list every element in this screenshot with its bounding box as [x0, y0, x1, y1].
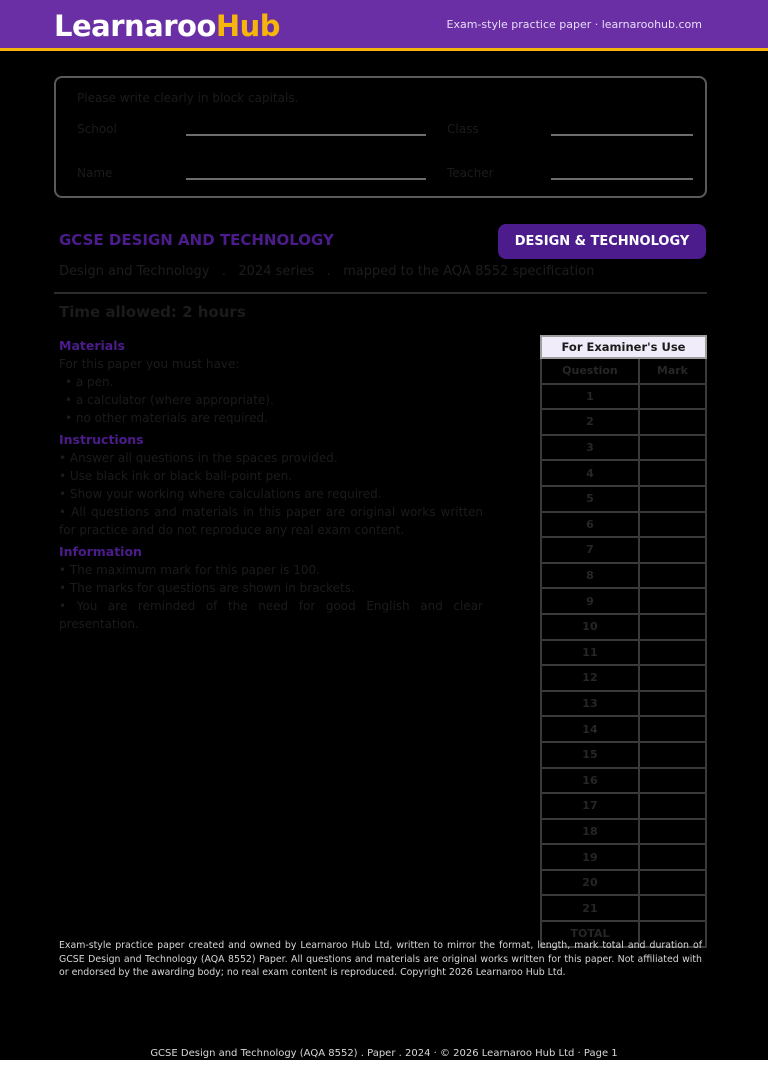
logo-text-hub: Hub	[215, 9, 281, 43]
mark-cell[interactable]	[639, 691, 706, 717]
legal-notice: Exam-style practice paper created and owned by Learnaroo Hub Ltd, written to mirror the format, length, mark total and duration of GCSE Design and Technology (AQA 8552) Paper. All questions and materials are original works written for this paper. Not affiliated with or endorsed by the awarding body; no real exam content is reproduced. Copyright 2026 Learnaroo Hub Ltd.	[59, 940, 702, 978]
mark-cell[interactable]	[639, 563, 706, 589]
question-number: 10	[541, 614, 639, 640]
question-number: 13	[541, 691, 639, 717]
block-capitals-note: Please write clearly in block capitals.	[77, 91, 299, 105]
teacher-field[interactable]	[551, 178, 693, 180]
question-number: 1	[541, 384, 639, 410]
table-row	[541, 563, 706, 589]
question-number: 11	[541, 640, 639, 666]
mark-column-header: Mark	[639, 358, 706, 384]
table-row	[541, 665, 706, 691]
mark-cell[interactable]	[639, 486, 706, 512]
mark-cell[interactable]	[639, 384, 706, 410]
table-row	[541, 870, 706, 896]
total-label: TOTAL	[541, 921, 639, 947]
question-number: 6	[541, 512, 639, 538]
table-row	[541, 895, 706, 921]
question-number: 17	[541, 793, 639, 819]
mark-cell[interactable]	[639, 537, 706, 563]
mark-cell[interactable]	[639, 768, 706, 794]
question-number: 20	[541, 870, 639, 896]
question-number: 8	[541, 563, 639, 589]
materials-heading: Materials	[59, 338, 125, 353]
mark-cell[interactable]	[639, 588, 706, 614]
footer-bar	[0, 1060, 768, 1086]
mark-cell[interactable]	[639, 665, 706, 691]
mark-cell[interactable]	[639, 460, 706, 486]
header-tagline: Exam-style practice paper · learnaroohub.com	[446, 18, 702, 31]
mark-cell[interactable]	[639, 435, 706, 461]
meta-series: 2024 series	[238, 264, 315, 279]
question-number: 18	[541, 819, 639, 845]
table-row	[541, 742, 706, 768]
question-number: 14	[541, 716, 639, 742]
teacher-label: Teacher	[447, 166, 494, 180]
logo-text-main: Learnaroo	[54, 9, 216, 43]
list-item: • All questions and materials in this paper are original works written for practice and do not reproduce any real exam content.	[59, 505, 483, 537]
mark-cell[interactable]	[639, 895, 706, 921]
class-label: Class	[447, 122, 479, 136]
mark-cell[interactable]	[639, 793, 706, 819]
list-item: • Use black ink or black ball-point pen.	[59, 469, 293, 483]
table-row	[541, 409, 706, 435]
class-field[interactable]	[551, 134, 693, 136]
paper-meta-row	[59, 264, 594, 279]
question-number: 2	[541, 409, 639, 435]
mark-cell[interactable]	[639, 512, 706, 538]
table-row	[541, 844, 706, 870]
table-row	[541, 716, 706, 742]
list-item: • no other materials are required.	[65, 411, 268, 425]
mark-cell[interactable]	[639, 409, 706, 435]
meta-separator: .	[221, 264, 226, 279]
question-number: 7	[541, 537, 639, 563]
mark-cell[interactable]	[639, 614, 706, 640]
table-row	[541, 435, 706, 461]
table-row	[541, 588, 706, 614]
section-divider	[54, 292, 707, 294]
list-item: • a pen.	[65, 375, 114, 389]
name-label: Name	[77, 166, 113, 180]
subject-pill-badge: DESIGN & TECHNOLOGY	[498, 224, 706, 259]
school-label: School	[77, 122, 117, 136]
question-number: 12	[541, 665, 639, 691]
question-number: 5	[541, 486, 639, 512]
table-row	[541, 640, 706, 666]
table-row	[541, 819, 706, 845]
question-column-header: Question	[541, 358, 639, 384]
page-footer: GCSE Design and Technology (AQA 8552) . Paper . 2024 · © 2026 Learnaroo Hub Ltd · Page 1	[150, 1048, 618, 1059]
table-row	[541, 614, 706, 640]
list-item: • a calculator (where appropriate).	[65, 393, 274, 407]
table-row	[541, 512, 706, 538]
learnaroo-hub-logo[interactable]	[54, 9, 280, 43]
table-row	[541, 768, 706, 794]
list-item: • Show your working where calculations are required.	[59, 487, 382, 501]
mark-cell[interactable]	[639, 819, 706, 845]
name-field[interactable]	[186, 178, 426, 180]
list-item: • The marks for questions are shown in brackets.	[59, 581, 355, 595]
meta-subject: Design and Technology	[59, 264, 210, 279]
table-row	[541, 384, 706, 410]
subject-title: GCSE DESIGN AND TECHNOLOGY	[59, 231, 334, 249]
table-row	[541, 537, 706, 563]
candidate-details-box	[54, 76, 707, 198]
examiners-use-title: For Examiner's Use	[541, 336, 706, 358]
question-number: 16	[541, 768, 639, 794]
mark-cell[interactable]	[639, 640, 706, 666]
table-row	[541, 691, 706, 717]
question-number: 4	[541, 460, 639, 486]
instructions-heading: Instructions	[59, 432, 144, 447]
list-item: • Answer all questions in the spaces provided.	[59, 451, 338, 465]
question-number: 3	[541, 435, 639, 461]
school-field[interactable]	[186, 134, 426, 136]
table-row	[541, 460, 706, 486]
table-row	[541, 486, 706, 512]
materials-intro: For this paper you must have:	[59, 357, 240, 371]
mark-cell[interactable]	[639, 716, 706, 742]
time-allowed: Time allowed: 2 hours	[59, 303, 246, 321]
site-header	[0, 0, 768, 51]
question-number: 15	[541, 742, 639, 768]
mark-cell[interactable]	[639, 742, 706, 768]
list-item: • The maximum mark for this paper is 100.	[59, 563, 320, 577]
mark-cell[interactable]	[639, 870, 706, 896]
table-row	[541, 793, 706, 819]
information-heading: Information	[59, 544, 142, 559]
question-number: 21	[541, 895, 639, 921]
paper-instructions-column	[59, 337, 483, 633]
meta-separator: .	[326, 264, 331, 279]
examiners-use-table	[540, 335, 707, 948]
mark-cell[interactable]	[639, 844, 706, 870]
meta-spec: mapped to the AQA 8552 specification	[343, 264, 595, 279]
question-number: 9	[541, 588, 639, 614]
list-item: • You are reminded of the need for good English and clear presentation.	[59, 599, 483, 631]
question-number: 19	[541, 844, 639, 870]
